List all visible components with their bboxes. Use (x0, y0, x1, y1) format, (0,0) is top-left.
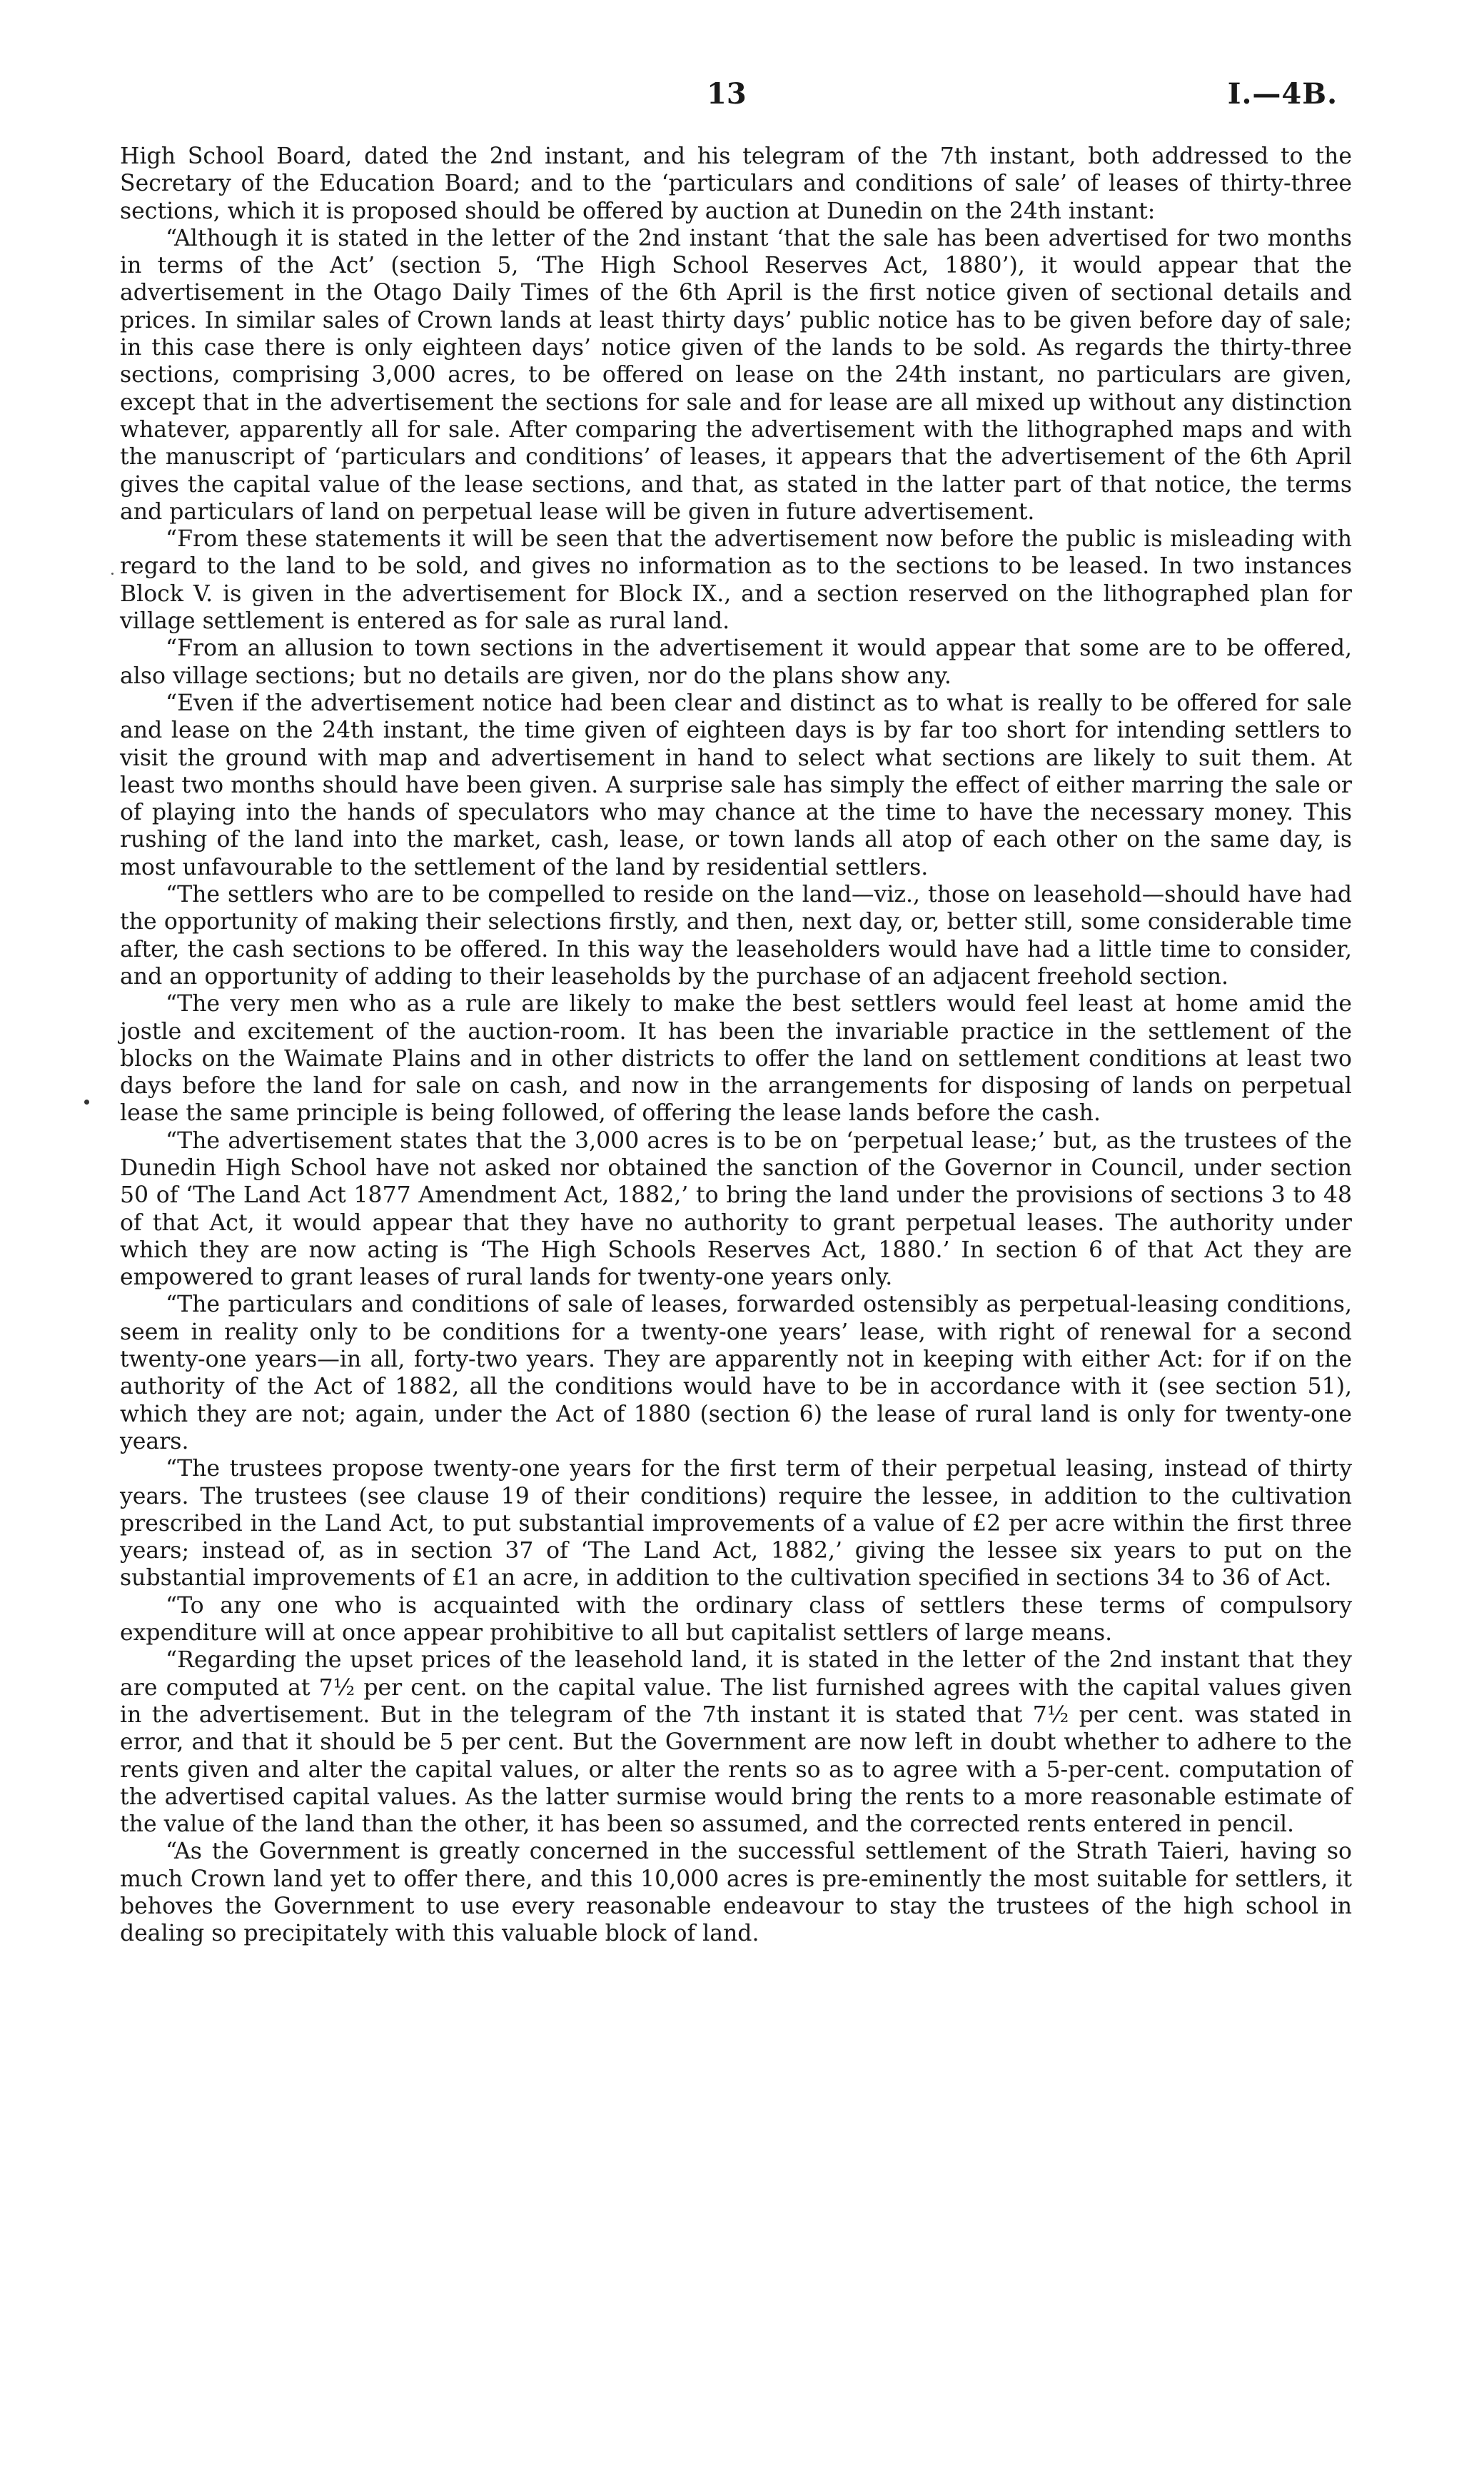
paragraph: “As the Government is greatly concerned in the successful settlement of the Strath Taieri, having so much Crown land yet to offer there, and this 10,000 acres is pre-eminently the most suitable for settlers, it behoves the Government to use every reasonable endeavour to stay the trustees of the high school in dealing so precipitately with this valuable block of land. (120, 1839, 1352, 1947)
paragraph: “Even if the advertisement notice had been clear and distinct as to what is really to be offered for sale and lease on the 24th instant, the time given of eighteen days is by far too short for intending settlers to visit the ground with map and advertisement in hand to select what sections are likely to suit them. At least two months should have been given. A surprise sale has simply the effect of either marring the sale or of playing into the hands of speculators who may chance at the time to have the necessary money. This rushing of the land into the market, cash, lease, or town lands all atop of each other on the same day, is most unfavourable to the settlement of the land by residential settlers. (120, 690, 1352, 880)
paragraph: “Although it is stated in the letter of the 2nd instant ‘that the sale has been advertised for two months in terms of the Act’ (section 5, ‘The High School Reserves Act, 1880’), it would appear that the advertisement in the Otago Daily Times of the 6th April is the first notice given of sectional details and prices. In similar sales of Crown lands at least thirty days’ public notice has to be given before day of sale; in this case there is only eighteen days’ notice given of the lands to be sold. As regards the thirty-three sections, comprising 3,000 acres, to be offered on lease on the 24th instant, no particulars are given, except that in the advertisement the sections for sale and for lease are all mixed up without any distinction whatever, apparently all for sale. After comparing the advertisement with the lithographed maps and with the manuscript of ‘particulars and conditions’ of leases, it appears that the advertisement of the 6th April gives the capital value of the lease sections, and that, as stated in the latter part of that notice, the terms and particulars of land on perpetual lease will be given in future advertisement. (120, 225, 1352, 525)
paragraph: “The advertisement states that the 3,000 acres is to be on ‘perpetual lease;’ but, as the trustees of the Dunedin High School have not asked nor obtained the sanction of the Governor in Council, under section 50 of ‘The Land Act 1877 Amendment Act, 1882,’ to bring the land under the provisions of sections 3 to 48 of that Act, it would appear that they have no authority to grant perpetual leases. The authority under which they are now acting is ‘The High Schools Reserves Act, 1880.’ In section 6 of that Act they are empowered to grant leases of rural lands for twenty-one years only. (120, 1127, 1352, 1291)
paragraph: “From an allusion to town sections in the advertisement it would appear that some are to be offered, also village sections; but no details are given, nor do the plans show any. (120, 635, 1352, 689)
paragraph: “The very men who as a rule are likely to make the best settlers would feel least at home amid the jostle and excitement of the auction-room. It has been the invariable practice in the settlement of the blocks on the Waimate Plains and in other districts to offer the land on settlement conditions at least two days before the land for sale on cash, and now in the arrangements for disposing of lands on perpetual lease the same principle is being followed, of offering the lease lands before the cash. (120, 991, 1352, 1127)
page-number: 13 (707, 77, 747, 111)
paragraph: “The settlers who are to be compelled to reside on the land—viz., those on leasehold—should have had the opportunity of making their selections firstly, and then, next day, or, better still, some considerable time after, the cash sections to be offered. In this way the leaseholders would have had a little time to consider, and an opportunity of adding to their leaseholds by the purchase of an adjacent freehold section. (120, 882, 1352, 990)
document-reference: I.—4B. (1227, 77, 1338, 111)
paragraph: “To any one who is acquainted with the ordinary class of settlers these terms of compulsory expenditure will at once appear prohibitive to all but capitalist settlers of large means. (120, 1592, 1352, 1646)
page-header (0, 77, 1484, 120)
paragraph: “The particulars and conditions of sale of leases, forwarded ostensibly as perpetual-leasing conditions, seem in reality only to be conditions for a twenty-one years’ lease, with right of renewal for a second twenty-one years—in all, forty-two years. They are apparently not in keeping with either Act: for if on the authority of the Act of 1882, all the conditions would have to be in accordance with it (see section 51), which they are not; again, under the Act of 1880 (section 6) the lease of rural land is only for twenty-one years. (120, 1292, 1352, 1454)
body-text (120, 143, 1352, 1948)
paragraph: High School Board, dated the 2nd instant, and his telegram of the 7th instant, both addressed to the Secretary of the Education Board; and to the ‘particulars and conditions of sale’ of leases of thirty-three sections, which it is proposed should be offered by auction at Dunedin on the 24th instant: (120, 144, 1352, 224)
paragraph: “Regarding the upset prices of the leasehold land, it is stated in the letter of the 2nd instant that they are computed at 7½ per cent. on the capital value. The list furnished agrees with the capital values given in the advertisement. But in the telegram of the 7th instant it is stated that 7½ per cent. was stated in error, and that it should be 5 per cent. But the Government are now left in doubt whether to adhere to the rents given and alter the capital values, or alter the rents so as to agree with a 5-per-cent. computation of the advertised capital values. As the latter surmise would bring the rents to a more reasonable estimate of the value of the land than the other, it has been so assumed, and the corrected rents entered in pencil. (120, 1647, 1352, 1838)
paragraph: “The trustees propose twenty-one years for the first term of their perpetual leasing, instead of thirty years. The trustees (see clause 19 of their conditions) require the lessee, in addition to the cultivation prescribed in the Land Act, to put substantial improvements of a value of £2 per acre within the first three years; instead of, as in section 37 of ‘The Land Act, 1882,’ giving the lessee six years to put on the substantial improvements of £1 an acre, in addition to the cultivation specified in sections 34 to 36 of Act. (120, 1456, 1352, 1592)
margin-mark (84, 1100, 89, 1105)
margin-mark (111, 573, 113, 575)
paragraph: “From these statements it will be seen that the advertisement now before the public is misleading with regard to the land to be sold, and gives no information as to the sections to be leased. In two instances Block V. is given in the advertisement for Block IX., and a section reserved on the lithographed plan for village settlement is entered as for sale as rural land. (120, 526, 1352, 635)
